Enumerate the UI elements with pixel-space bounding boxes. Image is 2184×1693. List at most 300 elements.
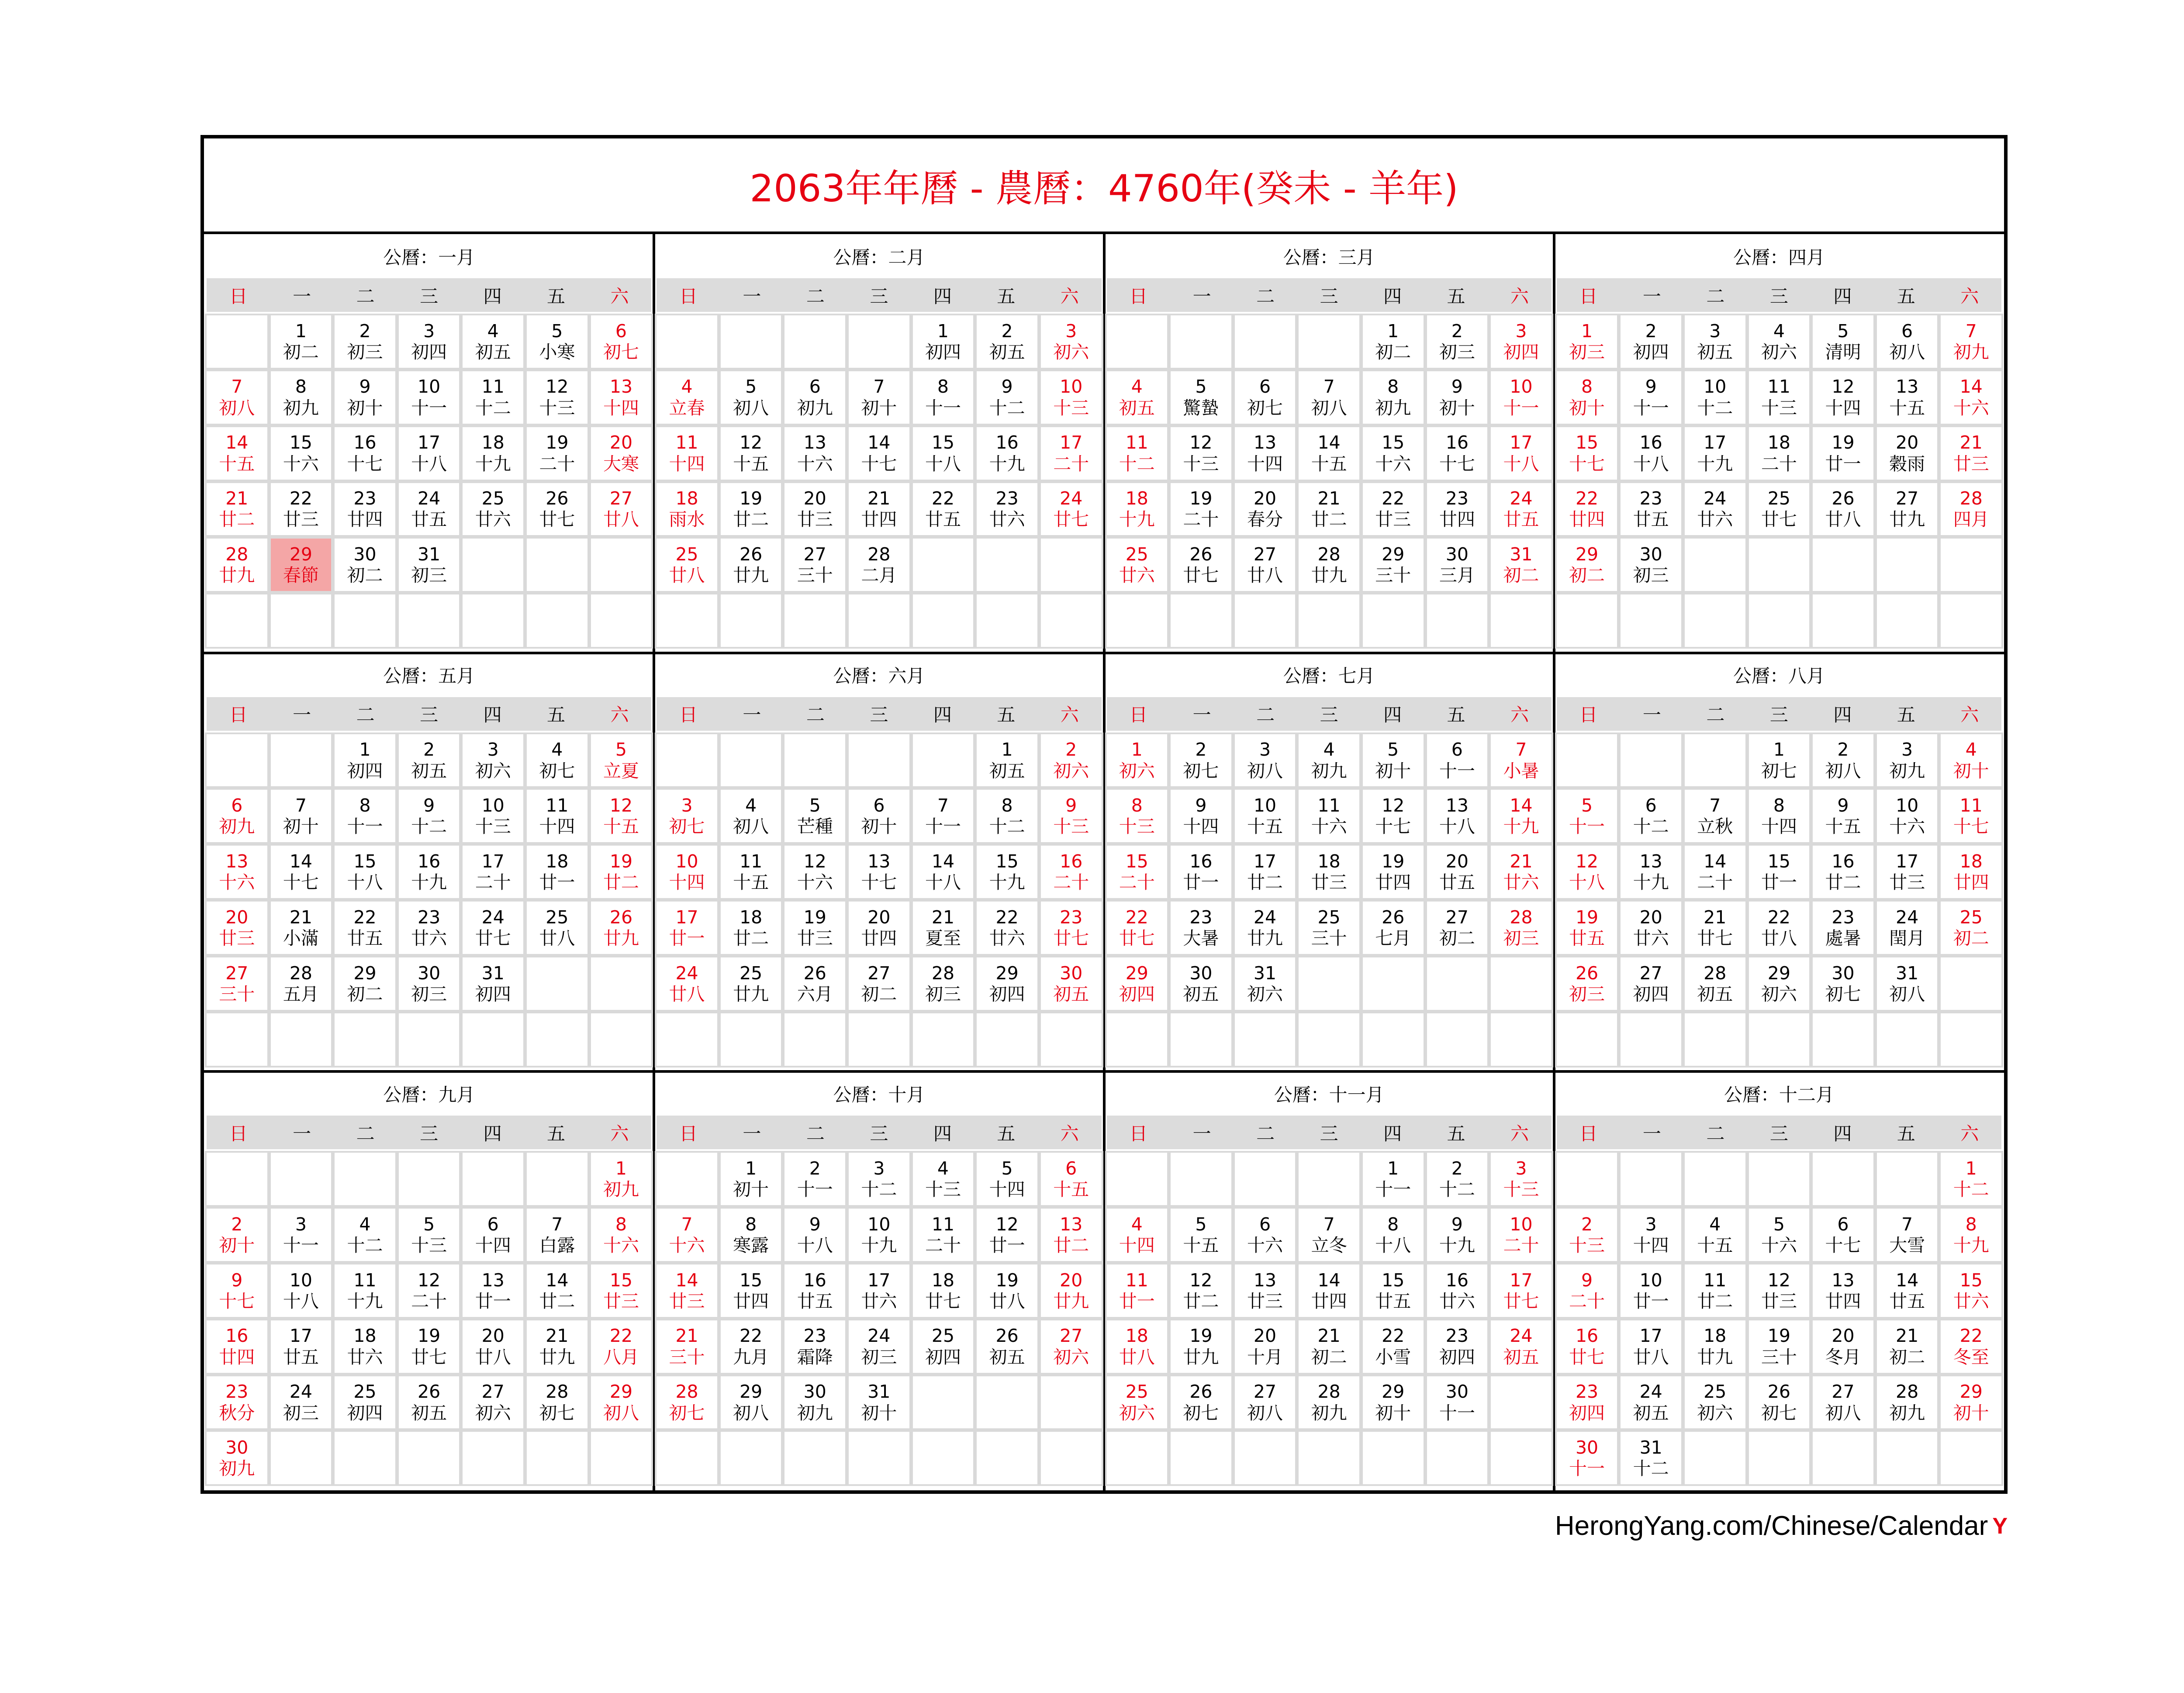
day-number: 9	[1451, 376, 1463, 397]
lunar-date: 廿九	[1889, 509, 1925, 530]
lunar-date: 處暑	[1825, 928, 1861, 949]
day-number: 30	[1445, 1381, 1469, 1403]
day-cell	[1813, 1209, 1873, 1261]
day-number: 31	[1253, 962, 1277, 984]
day-number: 26	[1382, 906, 1405, 928]
empty-cell	[913, 539, 974, 591]
lunar-date: 初九	[1311, 760, 1347, 781]
lunar-date: 初六	[475, 1402, 511, 1424]
lunar-date: 廿六	[989, 509, 1025, 530]
lunar-date: 初七	[539, 760, 575, 781]
lunar-date: 十五	[603, 816, 639, 837]
day-cell	[1877, 790, 1938, 842]
day-number: 10	[1060, 376, 1083, 397]
day-cell	[784, 790, 845, 842]
lunar-date: 廿四	[1311, 1290, 1347, 1312]
lunar-date: 廿二	[1311, 509, 1347, 530]
weekday-label: 三	[420, 1123, 439, 1144]
weekday-label: 日	[229, 285, 248, 307]
empty-cell	[1171, 594, 1231, 647]
lunar-date: 十四	[669, 453, 705, 474]
day-cell	[913, 790, 974, 842]
day-number: 13	[1832, 1269, 1855, 1291]
day-number: 12	[740, 432, 763, 453]
day-cell	[1685, 1376, 1745, 1429]
day-number: 25	[481, 488, 505, 509]
empty-cell	[1621, 1013, 1681, 1066]
weekday-label: 一	[293, 704, 311, 726]
day-cell	[463, 902, 523, 954]
empty-cell	[1813, 594, 1873, 647]
lunar-date: 初三	[1503, 928, 1539, 949]
month-title: 公曆：十二月	[1724, 1084, 1834, 1106]
empty-cell	[399, 1432, 460, 1484]
empty-cell	[913, 1432, 974, 1484]
day-cell	[1041, 483, 1102, 536]
day-cell	[1491, 315, 1552, 368]
lunar-date: 初七	[1825, 983, 1861, 1005]
lunar-date: 廿八	[669, 983, 705, 1005]
day-number: 17	[289, 1325, 312, 1347]
lunar-date: 初五	[1633, 1402, 1669, 1424]
day-number: 8	[1387, 1213, 1399, 1235]
month-title: 公曆：四月	[1733, 246, 1825, 268]
lunar-date: 二月	[861, 565, 897, 586]
day-number: 6	[1837, 1213, 1849, 1235]
day-number: 1	[359, 739, 371, 760]
lunar-date: 初六	[1761, 983, 1797, 1005]
empty-cell	[1813, 1153, 1873, 1205]
empty-cell	[1363, 957, 1424, 1010]
empty-cell	[271, 734, 332, 787]
day-number: 27	[225, 962, 249, 984]
lunar-date: 初九	[283, 397, 319, 418]
empty-cell	[591, 957, 652, 1010]
day-number: 14	[289, 850, 312, 872]
day-cell	[784, 539, 845, 591]
day-cell	[977, 427, 1037, 480]
lunar-date: 廿一	[539, 872, 575, 893]
day-number: 9	[423, 795, 435, 816]
day-cell	[1685, 902, 1745, 954]
lunar-date: 廿四	[1569, 509, 1605, 530]
day-number: 4	[1131, 1213, 1143, 1235]
lunar-date: 廿一	[475, 1290, 511, 1312]
day-cell	[977, 790, 1037, 842]
weekday-label: 三	[1769, 704, 1788, 726]
day-cell	[721, 539, 781, 591]
empty-cell	[784, 1013, 845, 1066]
day-number: 23	[1639, 488, 1662, 509]
lunar-date: 初八	[733, 397, 769, 418]
day-cell	[1363, 315, 1424, 368]
day-number: 8	[295, 376, 307, 397]
day-number: 22	[1575, 488, 1599, 509]
day-cell	[1363, 1153, 1424, 1205]
lunar-date: 十四	[475, 1235, 511, 1256]
day-number: 5	[423, 1213, 435, 1235]
day-cell	[399, 1209, 460, 1261]
day-cell	[1235, 957, 1296, 1010]
lunar-date: 閏月	[1889, 928, 1925, 949]
day-number: 24	[1253, 906, 1277, 928]
day-number: 12	[546, 376, 569, 397]
day-number: 26	[546, 488, 569, 509]
lunar-date: 廿六	[1697, 509, 1733, 530]
lunar-date: 十六	[797, 872, 833, 893]
day-number: 28	[1896, 1381, 1919, 1403]
lunar-date: 十一	[797, 1179, 833, 1200]
weekday-label: 三	[1769, 1123, 1788, 1144]
day-number: 25	[740, 962, 763, 984]
lunar-date: 初十	[283, 816, 319, 837]
empty-cell	[1941, 957, 2001, 1010]
day-number: 3	[487, 739, 499, 760]
day-cell	[1877, 734, 1938, 787]
day-cell	[1877, 846, 1938, 898]
weekday-label: 六	[1060, 285, 1079, 307]
day-number: 15	[289, 432, 312, 453]
weekday-label: 三	[420, 704, 439, 726]
lunar-date: 春分	[1247, 509, 1283, 530]
day-cell	[1813, 1376, 1873, 1429]
day-number: 12	[1575, 850, 1599, 872]
day-cell	[1299, 1376, 1359, 1429]
month-block	[654, 1071, 1104, 1490]
empty-cell	[721, 1013, 781, 1066]
day-cell	[1749, 1265, 1810, 1317]
empty-cell	[399, 594, 460, 647]
weekday-label: 日	[229, 1123, 248, 1144]
lunar-date: 廿五	[283, 1346, 319, 1368]
weekday-label: 二	[356, 704, 375, 726]
day-number: 7	[295, 795, 307, 816]
day-number: 25	[1959, 906, 1983, 928]
day-cell	[913, 315, 974, 368]
day-cell	[527, 1376, 587, 1429]
lunar-date: 十七	[1439, 453, 1475, 474]
day-cell	[207, 790, 267, 842]
day-cell	[463, 957, 523, 1010]
empty-cell	[913, 1013, 974, 1066]
lunar-date: 六月	[797, 983, 833, 1005]
empty-cell	[1299, 315, 1359, 368]
empty-cell	[913, 734, 974, 787]
day-number: 10	[1510, 376, 1533, 397]
weekday-label: 三	[870, 704, 888, 726]
lunar-date: 十九	[1439, 1235, 1475, 1256]
day-cell	[1877, 371, 1938, 424]
day-number: 6	[1259, 376, 1271, 397]
day-number: 14	[225, 432, 249, 453]
lunar-date: 廿二	[1183, 1290, 1219, 1312]
lunar-date: 十五	[1697, 1235, 1733, 1256]
day-cell	[527, 483, 587, 536]
day-number: 24	[481, 906, 505, 928]
lunar-date: 廿七	[1697, 928, 1733, 949]
day-cell	[1107, 371, 1168, 424]
day-cell	[207, 1265, 267, 1317]
weekday-label: 六	[1060, 704, 1079, 726]
lunar-date: 十一	[1633, 397, 1669, 418]
empty-cell	[1427, 1013, 1488, 1066]
lunar-date: 十三	[1503, 1179, 1539, 1200]
lunar-date: 廿三	[1761, 1290, 1797, 1312]
day-number: 30	[803, 1381, 826, 1403]
day-number: 13	[867, 850, 891, 872]
month-title: 公曆：七月	[1283, 665, 1375, 687]
day-cell	[784, 427, 845, 480]
weekday-label: 五	[997, 704, 1016, 726]
day-number: 24	[289, 1381, 312, 1403]
day-cell	[1557, 1432, 1617, 1484]
empty-cell	[1171, 1153, 1231, 1205]
weekday-label: 三	[420, 285, 439, 307]
day-number: 14	[1317, 432, 1341, 453]
lunar-date: 初四	[1439, 1346, 1475, 1368]
lunar-date: 廿八	[1633, 1346, 1669, 1368]
lunar-date: 十八	[347, 872, 383, 893]
day-cell	[849, 539, 909, 591]
day-cell	[913, 1153, 974, 1205]
day-grid	[207, 1149, 651, 1484]
day-grid	[657, 1149, 1101, 1484]
lunar-date: 廿八	[475, 1346, 511, 1368]
lunar-date: 初三	[283, 1402, 319, 1424]
footer-link[interactable]: HerongYang.com/Chinese/Calendar	[1555, 1511, 1988, 1541]
day-number: 3	[1515, 1157, 1527, 1179]
empty-cell	[1171, 1013, 1231, 1066]
day-cell	[657, 483, 717, 536]
day-number: 12	[995, 1213, 1019, 1235]
day-cell	[1363, 1376, 1424, 1429]
day-number: 20	[1445, 850, 1469, 872]
day-number: 28	[1510, 906, 1533, 928]
weekday-label: 五	[1897, 704, 1915, 726]
day-number: 26	[609, 906, 633, 928]
day-cell	[1941, 315, 2001, 368]
day-number: 23	[1445, 1325, 1469, 1347]
lunar-date: 二十	[1503, 1235, 1539, 1256]
day-cell	[1685, 957, 1745, 1010]
day-number: 29	[1125, 962, 1148, 984]
day-cell	[1107, 846, 1168, 898]
day-cell	[1621, 846, 1681, 898]
day-cell	[207, 539, 267, 591]
day-number: 27	[1639, 962, 1662, 984]
lunar-date: 初五	[1119, 397, 1155, 418]
lunar-date: 初九	[219, 816, 255, 837]
lunar-date: 十八	[283, 1290, 319, 1312]
day-cell	[849, 427, 909, 480]
day-number: 22	[1382, 1325, 1405, 1347]
empty-cell	[1427, 1432, 1488, 1484]
day-cell	[463, 734, 523, 787]
lunar-date: 立冬	[1311, 1235, 1347, 1256]
lunar-date: 廿四	[347, 509, 383, 530]
day-number: 12	[1767, 1269, 1790, 1291]
day-cell	[463, 1209, 523, 1261]
lunar-date: 初二	[1953, 928, 1989, 949]
lunar-date: 二十	[1053, 453, 1089, 474]
day-number: 18	[353, 1325, 377, 1347]
empty-cell	[721, 315, 781, 368]
lunar-date: 初三	[411, 565, 447, 586]
empty-cell	[977, 1432, 1037, 1484]
day-number: 15	[353, 850, 377, 872]
lunar-date: 初二	[347, 565, 383, 586]
day-number: 21	[1704, 906, 1727, 928]
day-number: 1	[1965, 1157, 1977, 1179]
lunar-date: 廿四	[1375, 872, 1411, 893]
day-number: 1	[1131, 739, 1143, 760]
weekday-header	[207, 278, 651, 312]
day-cell	[849, 1209, 909, 1261]
lunar-date: 初九	[603, 1179, 639, 1200]
day-number: 20	[867, 906, 891, 928]
day-number: 18	[1704, 1325, 1727, 1347]
day-number: 3	[1515, 320, 1527, 342]
day-cell	[913, 846, 974, 898]
lunar-date: 廿二	[1053, 1235, 1089, 1256]
lunar-date: 廿八	[1119, 1346, 1155, 1368]
lunar-date: 初五	[1697, 341, 1733, 363]
day-number: 13	[481, 1269, 505, 1291]
day-number: 14	[1896, 1269, 1919, 1291]
weekday-label: 一	[1192, 704, 1211, 726]
lunar-date: 十三	[1569, 1235, 1605, 1256]
day-cell	[1877, 1265, 1938, 1317]
day-cell	[721, 1153, 781, 1205]
lunar-date: 廿七	[475, 928, 511, 949]
day-cell	[1491, 734, 1552, 787]
lunar-date: 廿四	[1825, 1290, 1861, 1312]
day-number: 29	[609, 1381, 633, 1403]
day-cell	[1685, 1265, 1745, 1317]
day-cell	[335, 846, 395, 898]
day-cell	[1941, 1376, 2001, 1429]
day-number: 17	[481, 850, 505, 872]
lunar-date: 初九	[1953, 341, 1989, 363]
lunar-date: 十月	[1247, 1346, 1283, 1368]
empty-cell	[463, 539, 523, 591]
day-cell	[1941, 371, 2001, 424]
day-cell	[977, 734, 1037, 787]
day-number: 21	[546, 1325, 569, 1347]
lunar-date: 小寒	[539, 341, 575, 363]
day-cell	[1621, 1265, 1681, 1317]
lunar-date: 十二	[1697, 397, 1733, 418]
lunar-date: 立夏	[603, 760, 639, 781]
day-number: 1	[1387, 320, 1399, 342]
day-number: 30	[1445, 543, 1469, 565]
day-number: 18	[1959, 850, 1983, 872]
lunar-date: 廿九	[539, 1346, 575, 1368]
day-cell	[1235, 1320, 1296, 1373]
day-cell	[1427, 1265, 1488, 1317]
lunar-date: 十一	[1439, 760, 1475, 781]
day-cell	[1171, 1209, 1231, 1261]
lunar-date: 冬至	[1953, 1346, 1989, 1368]
lunar-date: 十九	[1697, 453, 1733, 474]
day-number: 2	[231, 1213, 243, 1235]
day-number: 6	[809, 376, 821, 397]
day-cell	[1813, 957, 1873, 1010]
empty-cell	[1041, 1013, 1102, 1066]
day-number: 14	[1317, 1269, 1341, 1291]
lunar-date: 初五	[1183, 983, 1219, 1005]
day-cell	[913, 371, 974, 424]
day-cell	[1813, 902, 1873, 954]
day-cell	[1107, 957, 1168, 1010]
empty-cell	[1941, 539, 2001, 591]
day-number: 4	[745, 795, 757, 816]
day-number: 25	[1125, 543, 1148, 565]
day-number: 26	[803, 962, 826, 984]
day-number: 18	[1317, 850, 1341, 872]
lunar-date: 二十	[1697, 872, 1733, 893]
lunar-date: 初七	[1247, 397, 1283, 418]
day-cell	[784, 483, 845, 536]
weekday-label: 一	[293, 285, 311, 307]
day-cell	[1427, 734, 1488, 787]
weekday-label: 二	[356, 285, 375, 307]
weekday-label: 四	[483, 704, 502, 726]
day-cell	[1877, 483, 1938, 536]
lunar-date: 廿三	[1953, 453, 1989, 474]
day-number: 27	[803, 543, 826, 565]
lunar-date: 初二	[1439, 928, 1475, 949]
day-number: 12	[1382, 795, 1405, 816]
lunar-date: 廿三	[797, 509, 833, 530]
day-cell	[1749, 371, 1810, 424]
day-number: 21	[1510, 850, 1533, 872]
day-cell	[527, 1320, 587, 1373]
lunar-date: 十九	[1119, 509, 1155, 530]
day-cell	[1427, 902, 1488, 954]
lunar-date: 十一	[925, 816, 961, 837]
day-number: 17	[1510, 432, 1533, 453]
empty-cell	[1685, 1013, 1745, 1066]
day-number: 24	[1510, 1325, 1533, 1347]
lunar-date: 廿九	[733, 983, 769, 1005]
lunar-date: 初九	[1889, 760, 1925, 781]
day-cell	[591, 315, 652, 368]
day-cell	[657, 1265, 717, 1317]
lunar-date: 二十	[1183, 509, 1219, 530]
day-number: 15	[740, 1269, 763, 1291]
day-number: 30	[1639, 543, 1662, 565]
day-number: 2	[1645, 320, 1657, 342]
month-block	[204, 234, 654, 653]
day-cell	[591, 1320, 652, 1373]
day-number: 3	[1065, 320, 1077, 342]
day-number: 27	[1060, 1325, 1083, 1347]
day-number: 21	[1317, 488, 1341, 509]
day-cell	[849, 1376, 909, 1429]
day-cell	[1685, 315, 1745, 368]
day-cell	[1685, 790, 1745, 842]
lunar-date: 十一	[1569, 1458, 1605, 1479]
lunar-date: 十五	[1311, 453, 1347, 474]
day-number: 3	[1901, 739, 1913, 760]
empty-cell	[849, 1432, 909, 1484]
day-number: 21	[931, 906, 955, 928]
lunar-date: 廿七	[1183, 565, 1219, 586]
day-number: 11	[1125, 1269, 1148, 1291]
day-cell	[1557, 790, 1617, 842]
lunar-date: 十九	[475, 453, 511, 474]
